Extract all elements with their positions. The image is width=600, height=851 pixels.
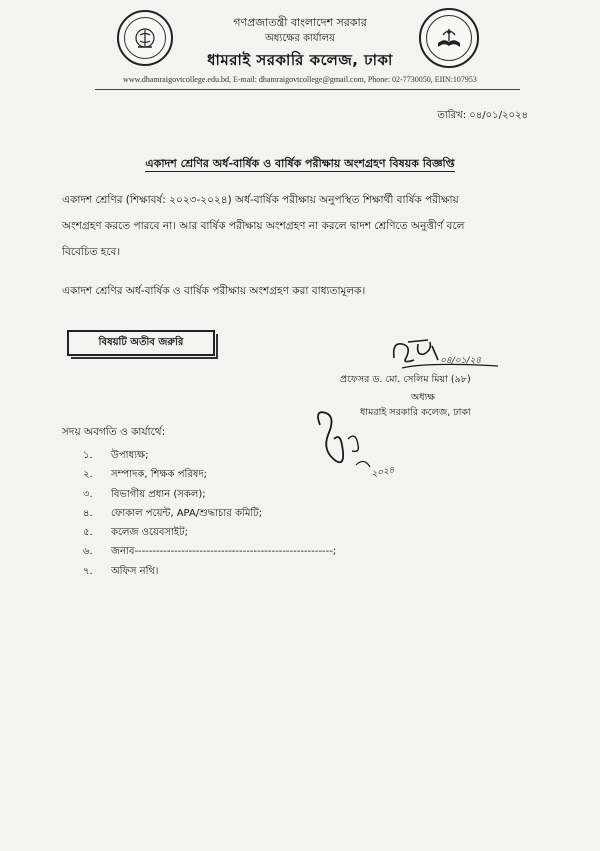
- signature-date: ০৪/০১/২৪: [440, 356, 482, 366]
- margin-note-year: ২০২৪: [370, 465, 396, 480]
- signer-name: প্রফেসর ড. মো. সেলিম মিয়া (৯৮): [340, 374, 471, 385]
- margin-initials: [312, 395, 422, 485]
- office-line: অধ্যক্ষের কার্যালয়: [265, 33, 335, 44]
- notice-title-text: একাদশ শ্রেণির অর্ধ-বার্ষিক ও বার্ষিক পরীক্ষায় অংশগ্রহণ বিষয়ক বিজ্ঞপ্তি: [145, 157, 455, 170]
- body-line: একাদশ শ্রেণির (শিক্ষাবর্ষ: ২০২৩-২০২৪) অর্ধ-বার্ষিক পরীক্ষায় অনুপস্থিত শিক্ষার্থী বার্ষিক পরীক্ষায়: [62, 194, 459, 206]
- urgent-note-box: [67, 330, 215, 356]
- urgent-note-text: বিষয়টি অতীব জরুরি: [98, 336, 184, 348]
- college-name: ধামরাই সরকারি কলেজ, ঢাকা: [207, 51, 393, 69]
- government-line: গণপ্রজাতন্ত্রী বাংলাদেশ সরকার: [233, 16, 367, 29]
- signer-institution: ধামরাই সরকারি কলেজ, ঢাকা: [360, 407, 471, 418]
- list-item: ৭. অফিস নথি।: [83, 565, 159, 577]
- body-line: অংশগ্রহণ করতে পারবে না। আর বার্ষিক পরীক্ষায় অংশগ্রহণ না করলে দ্বাদশ শ্রেণিতে অনুত্তীর্ণ বলে: [62, 220, 465, 232]
- list-item: ৫. কলেজ ওয়েবসাইট;: [83, 527, 188, 539]
- list-item: ২. সম্পাদক, শিক্ষক পরিষদ;: [83, 469, 208, 481]
- distribution-heading: সদয় অবগতি ও কার্যার্থে:: [62, 426, 166, 438]
- list-item: ৩. বিভাগীয় প্রধান (সকল);: [83, 488, 206, 500]
- contact-line: www.dhamraigovtcollege.edu.bd, E-mail: dhamraigovtcollege@gmail.com, Phone: 02-7730050, EIIN:107953: [123, 75, 477, 84]
- distribution-list: [83, 448, 336, 583]
- principal-signature: [388, 336, 503, 376]
- list-item: ১. উপাধ্যক্ষ;: [83, 450, 149, 461]
- header-divider: [95, 89, 520, 90]
- body-line: বিবেচিত হবে।: [62, 246, 121, 258]
- body-paragraph-2: একাদশ শ্রেণির অর্ধ-বার্ষিক ও বার্ষিক পরীক্ষায় অংশগ্রহণ করা বাধ্যতামূলক।: [62, 285, 366, 297]
- list-item: ৪. ফোকাল পয়েন্ট, APA/শুদ্ধাচার কমিটি;: [83, 507, 263, 519]
- signer-role: অধ্যক্ষ: [411, 392, 436, 403]
- list-item: ৬. জনাব-------------------------------------------------------;: [83, 546, 337, 558]
- notice-date: তারিখ: ০৪/০১/২০২৪: [437, 110, 528, 121]
- body-paragraph-1: [62, 187, 464, 265]
- notice-title: [0, 155, 600, 174]
